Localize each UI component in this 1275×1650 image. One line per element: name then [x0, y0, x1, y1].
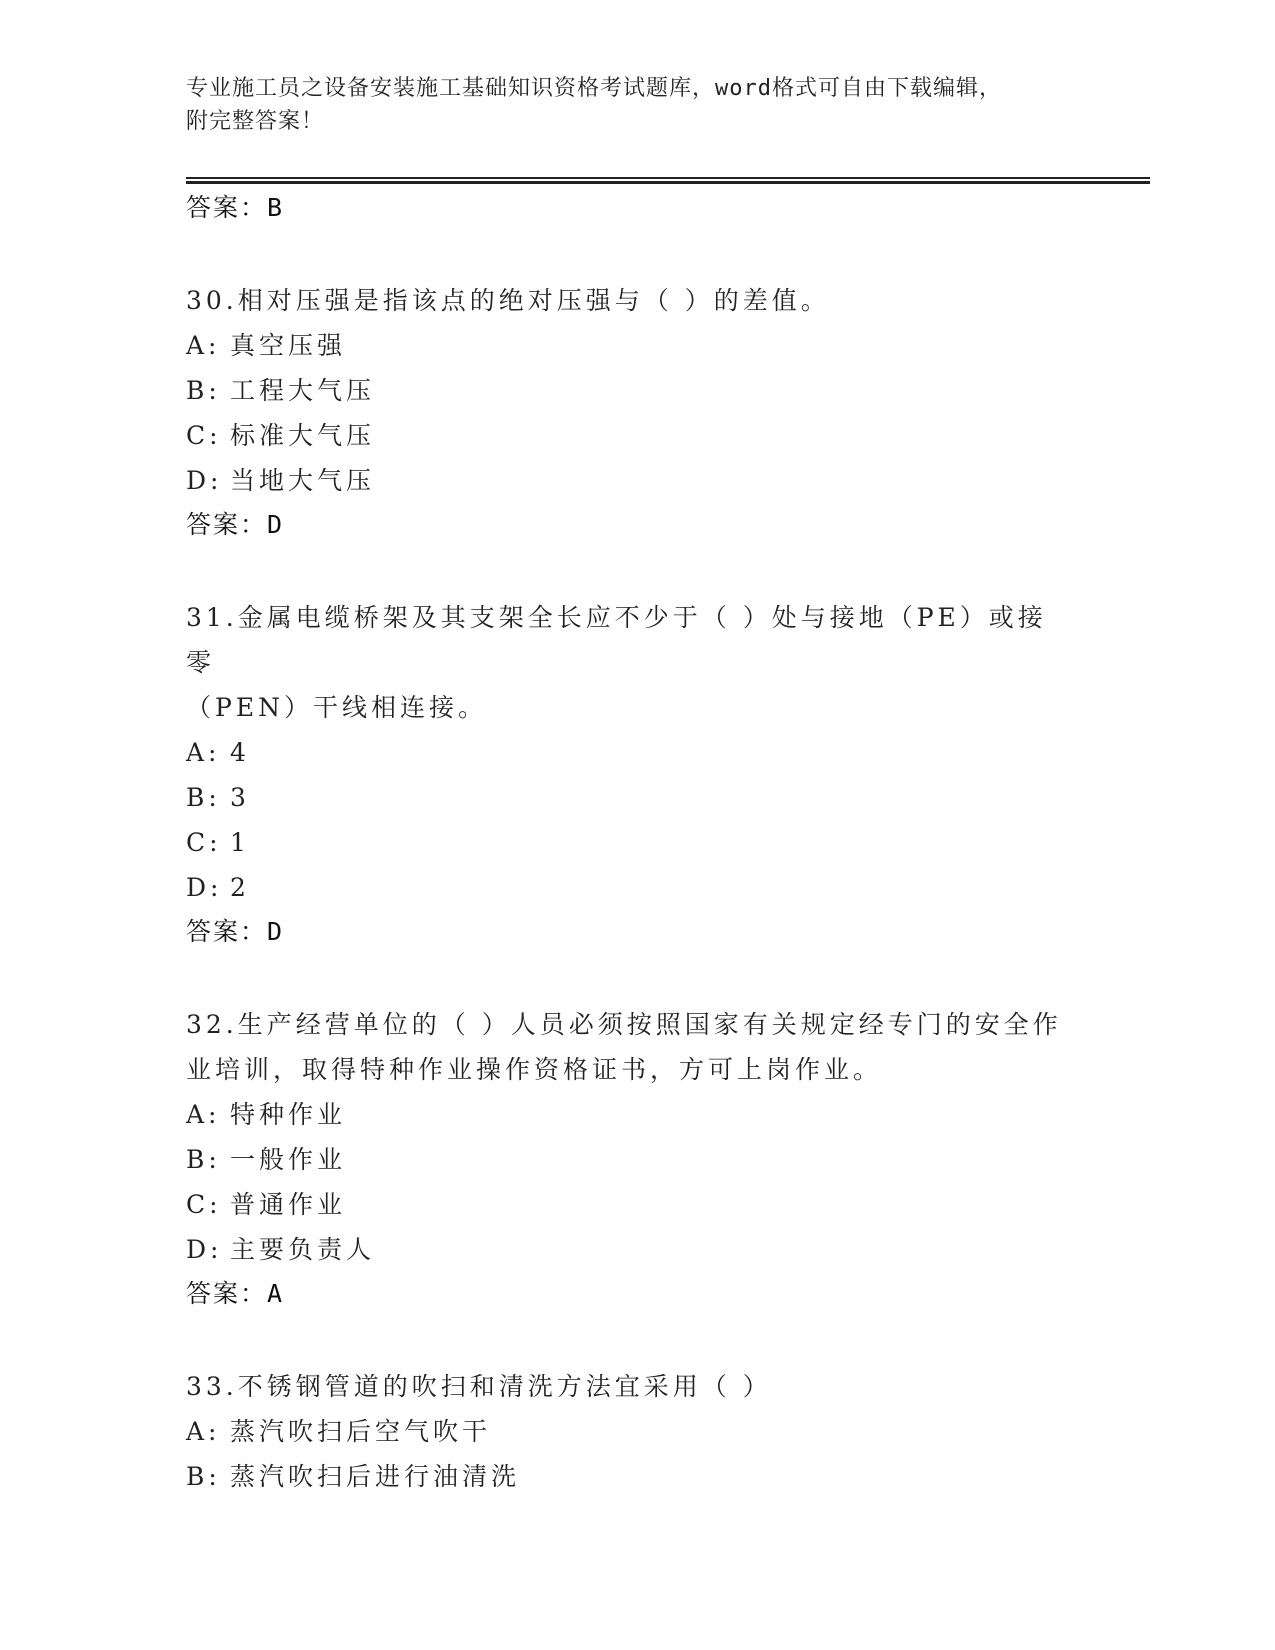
question-spacer — [186, 547, 1066, 595]
option-letter: A: — [186, 738, 221, 767]
option-row — [186, 1092, 1066, 1137]
option-text: 一般作业 — [230, 1145, 347, 1174]
option-letter: B: — [186, 376, 221, 405]
answer-line — [186, 186, 1066, 230]
answer-line — [186, 910, 1066, 954]
header-line-2: 附完整答案！ — [186, 109, 325, 134]
option-text: 4 — [230, 738, 250, 767]
option-text: 普通作业 — [230, 1190, 347, 1219]
option-row — [186, 820, 1066, 865]
option-letter: B: — [186, 783, 221, 812]
option-text: 主要负责人 — [230, 1235, 376, 1264]
option-text: 当地大气压 — [230, 466, 376, 495]
option-row — [186, 730, 1066, 775]
question-block — [186, 595, 1066, 954]
option-row — [186, 458, 1066, 503]
answer-prefix: 答案： — [186, 510, 268, 539]
option-text: 2 — [230, 873, 250, 902]
option-row — [186, 865, 1066, 910]
option-letter: B: — [186, 1462, 221, 1491]
question-block — [186, 1364, 1066, 1499]
option-text: 真空压强 — [230, 331, 347, 360]
question-spacer — [186, 1316, 1066, 1364]
option-letter: A: — [186, 1417, 221, 1446]
option-row — [186, 1182, 1066, 1227]
option-row — [186, 1227, 1066, 1272]
header-line-1: 专业施工员之设备安装施工基础知识资格考试题库，word格式可自由下载编辑， — [186, 76, 1002, 101]
option-letter: A: — [186, 1100, 221, 1129]
option-letter: D: — [186, 466, 223, 495]
option-row — [186, 323, 1066, 368]
option-text: 蒸汽吹扫后进行油清洗 — [230, 1462, 521, 1491]
option-text: 工程大气压 — [230, 376, 376, 405]
option-letter: C: — [186, 828, 222, 857]
question-block — [186, 278, 1066, 547]
option-text: 3 — [230, 783, 250, 812]
document-header — [186, 72, 1066, 138]
answer-prefix: 答案： — [186, 1279, 268, 1308]
answer-prefix: 答案： — [186, 917, 268, 946]
header-divider-thick — [186, 181, 1150, 184]
answer-value: A — [267, 1279, 283, 1308]
option-row — [186, 368, 1066, 413]
question-text: 30.相对压强是指该点的绝对压强与（ ）的差值。 — [186, 286, 830, 315]
option-letter: A: — [186, 331, 221, 360]
answer-line — [186, 1272, 1066, 1316]
answer-value: D — [267, 510, 283, 539]
option-row — [186, 1454, 1066, 1499]
question-text: （PEN）干线相连接。 — [186, 693, 487, 722]
option-text: 1 — [230, 828, 250, 857]
header-divider-thin — [186, 177, 1150, 179]
answer-prefix: 答案： — [186, 193, 268, 222]
question-list — [186, 186, 1066, 1499]
question-spacer — [186, 230, 1066, 278]
option-text: 标准大气压 — [230, 421, 376, 450]
question-text: 业培训，取得特种作业操作资格证书，方可上岗作业。 — [186, 1055, 883, 1084]
question-spacer — [186, 954, 1066, 1002]
option-row — [186, 413, 1066, 458]
question-text: 33.不锈钢管道的吹扫和清洗方法宜采用（ ） — [186, 1372, 772, 1401]
question-text: 32.生产经营单位的（ ）人员必须按照国家有关规定经专门的安全作 — [186, 1010, 1062, 1039]
option-text: 蒸汽吹扫后空气吹干 — [230, 1417, 492, 1446]
option-letter: C: — [186, 1190, 222, 1219]
option-letter: C: — [186, 421, 222, 450]
option-row — [186, 1409, 1066, 1454]
option-letter: D: — [186, 873, 223, 902]
option-text: 特种作业 — [230, 1100, 347, 1129]
answer-value: B — [267, 193, 283, 222]
option-row — [186, 775, 1066, 820]
question-text: 31.金属电缆桥架及其支架全长应不少于（ ）处与接地（PE）或接零 — [186, 603, 1047, 677]
option-letter: B: — [186, 1145, 221, 1174]
question-block — [186, 1002, 1066, 1316]
option-letter: D: — [186, 1235, 223, 1264]
answer-line — [186, 503, 1066, 547]
option-row — [186, 1137, 1066, 1182]
answer-value: D — [267, 917, 283, 946]
questions-container — [186, 230, 1066, 1499]
